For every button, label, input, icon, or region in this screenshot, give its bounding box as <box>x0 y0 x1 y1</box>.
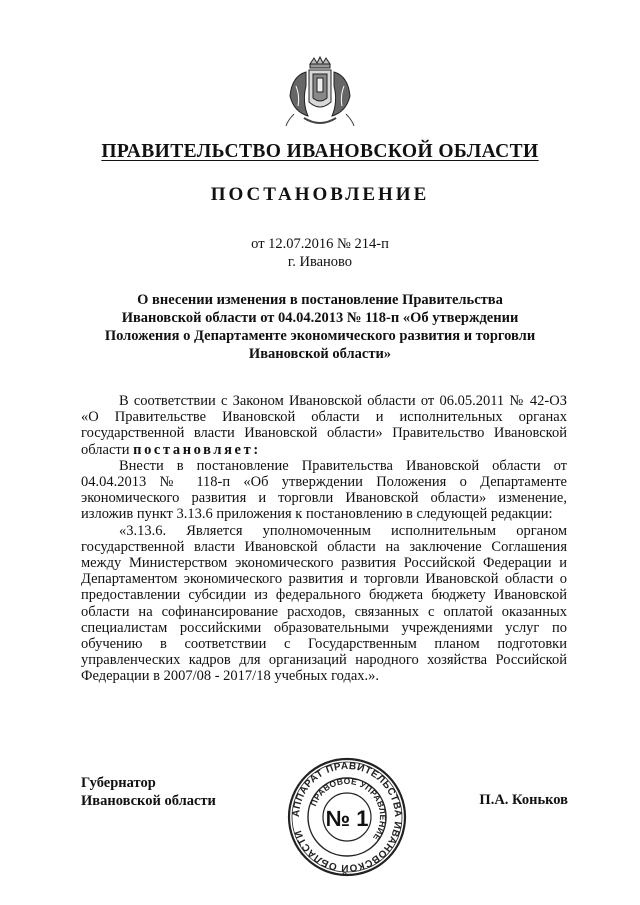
seal-outer-text: АППАРАТ ПРАВИТЕЛЬСТВА ИВАНОВСКОЙ ОБЛАСТИ <box>290 760 404 874</box>
signatory-title-line2: Ивановской области <box>81 793 216 809</box>
document-type: ПОСТАНОВЛЕНИЕ <box>210 184 430 205</box>
signatory-name: П.А. Коньков <box>479 792 568 808</box>
preamble-text: В соответствии с Законом Ивановской области от 06.05.2011 № 42-ОЗ «О Правительстве Ивановской области и исполнительных органах государственной власти Ивановской области» Правительство Ивановской области <box>81 393 567 458</box>
document-body <box>81 393 567 685</box>
signatory-title-line1: Губернатор <box>81 775 156 791</box>
document-meta <box>0 235 640 271</box>
paragraph-amendment: Внести в постановление Правительства Ивановской области от 04.04.2013 № 118-п «Об утверждении Положения о Департаменте экономического развития и торговли Ивановской области» изменение, изложив пункт 3.13.6 приложения к постановлению в следующей редакции: <box>81 457 567 523</box>
seal-inner-text: ПРАВОВОЕ УПРАВЛЕНИЕ <box>308 775 389 843</box>
date-number: от 12.07.2016 № 214-п <box>251 236 389 252</box>
government-title: ПРАВИТЕЛЬСТВО ИВАНОВСКОЙ ОБЛАСТИ <box>101 141 539 162</box>
official-seal-icon <box>286 756 408 878</box>
seal-number: № 1 <box>325 806 369 831</box>
city: г. Иваново <box>287 254 353 270</box>
subject-line: О внесении изменения в постановление Правительства <box>137 292 503 308</box>
subject-line: Ивановской области» <box>248 346 392 362</box>
paragraph-preamble <box>81 393 567 458</box>
paragraph-new-clause: «3.13.6. Является уполномоченным исполнительным органом государственной власти Ивановской области на заключение Соглашения между Министерством экономического развития Российской Федерации и Департаментом экономического развития и торговли Ивановской области о предоставлении субсидии из федерального бюджета бюджету Ивановской области на софинансирование расходов, связанных с оплатой оказанных специалистам российскими образовательными учреждениями услуг по обучению в соответствии с Государственным планом подготовки управленческих кадров для организаций народного хозяйства Российской Федерации в 2007/08 - 2017/18 учебных годах.». <box>81 522 567 685</box>
signatory-title <box>81 774 216 810</box>
coat-of-arms-icon <box>280 56 360 128</box>
document-subject <box>80 291 560 363</box>
subject-line: Положения о Департаменте экономического развития и торговли <box>104 328 536 344</box>
subject-line: Ивановской области от 04.04.2013 № 118-п «Об утверждении <box>121 310 519 326</box>
resolves-word: постановляет: <box>133 441 261 458</box>
